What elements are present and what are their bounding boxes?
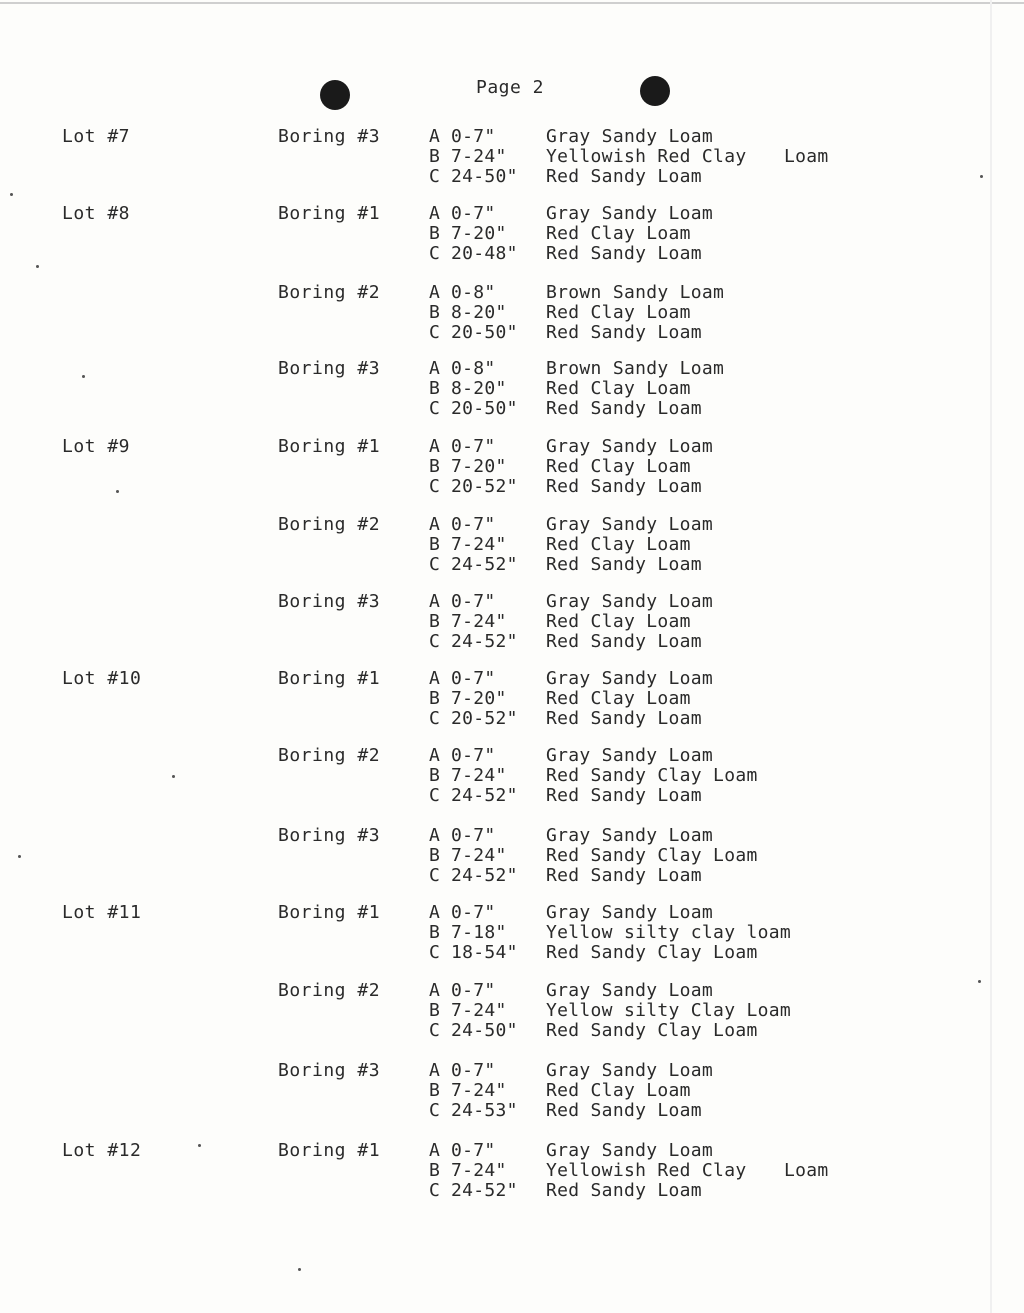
- horizon-description: Brown Sandy Loam: [546, 282, 725, 303]
- horizon-depth: 0-7": [451, 1060, 496, 1081]
- horizon-row: [429, 146, 829, 167]
- horizon-description: Brown Sandy Loam: [546, 358, 725, 379]
- horizon-row: [429, 398, 702, 419]
- horizon-description: Red Sandy Loam: [546, 708, 702, 729]
- horizon-letter: B: [429, 146, 441, 167]
- horizon-letter: A: [429, 358, 441, 379]
- horizon-depth: 24-52": [451, 785, 518, 806]
- horizon-description: Gray Sandy Loam: [546, 825, 714, 846]
- horizon-row: [429, 1000, 791, 1021]
- horizon-description: Red Clay Loam: [546, 611, 691, 632]
- boring-label: Boring #3: [278, 1060, 381, 1081]
- horizon-description: Yellowish Red Clay: [546, 1160, 747, 1181]
- horizon-description: Yellow silty clay loam: [546, 922, 792, 943]
- horizon-description: Red Sandy Loam: [546, 631, 702, 652]
- horizon-description: Gray Sandy Loam: [546, 668, 714, 689]
- horizon-letter: A: [429, 282, 441, 303]
- horizon-row: [429, 514, 713, 535]
- horizon-description: Red Clay Loam: [546, 1080, 691, 1101]
- horizon-row: [429, 534, 691, 555]
- horizon-description: Red Clay Loam: [546, 456, 691, 477]
- horizon-description: Red Sandy Clay Loam: [546, 1020, 758, 1041]
- horizon-depth: 18-54": [451, 942, 518, 963]
- horizon-row: [429, 631, 702, 652]
- boring-label: Boring #1: [278, 203, 381, 224]
- horizon-letter: B: [429, 688, 441, 709]
- horizon-depth: 24-52": [451, 865, 518, 886]
- horizon-description: Gray Sandy Loam: [546, 745, 714, 766]
- page-title: Page 2: [476, 77, 545, 98]
- punch-hole-left: [320, 80, 350, 110]
- horizon-letter: B: [429, 1160, 441, 1181]
- horizon-depth: 24-50": [451, 166, 518, 187]
- horizon-letter: C: [429, 166, 441, 187]
- horizon-description: Red Sandy Loam: [546, 1100, 702, 1121]
- speck: [298, 1268, 301, 1271]
- horizon-letter: C: [429, 398, 441, 419]
- horizon-row: [429, 611, 691, 632]
- horizon-depth: 0-7": [451, 514, 496, 535]
- horizon-row: [429, 708, 702, 729]
- horizon-depth: 24-53": [451, 1100, 518, 1121]
- punch-hole-right: [640, 76, 670, 106]
- horizon-description: Red Sandy Loam: [546, 166, 702, 187]
- horizon-letter: A: [429, 126, 441, 147]
- horizon-description: Red Sandy Loam: [546, 785, 702, 806]
- speck: [36, 265, 39, 268]
- horizon-depth: 20-50": [451, 398, 518, 419]
- horizon-depth: 0-7": [451, 902, 496, 923]
- horizon-depth: 7-24": [451, 534, 507, 555]
- top-rule: [0, 2, 1024, 4]
- horizon-description: Gray Sandy Loam: [546, 591, 714, 612]
- horizon-letter: B: [429, 378, 441, 399]
- lot-label: Lot #8: [62, 203, 131, 224]
- boring-label: Boring #2: [278, 514, 381, 535]
- horizon-depth: 7-20": [451, 456, 507, 477]
- horizon-letter: B: [429, 922, 441, 943]
- horizon-row: [429, 203, 713, 224]
- horizon-depth: 7-18": [451, 922, 507, 943]
- horizon-description: Red Clay Loam: [546, 302, 691, 323]
- horizon-row: [429, 668, 713, 689]
- horizon-row: [429, 322, 702, 343]
- horizon-row: [429, 785, 702, 806]
- horizon-letter: A: [429, 902, 441, 923]
- horizon-description: Gray Sandy Loam: [546, 126, 714, 147]
- speck: [978, 980, 981, 983]
- horizon-row: [429, 1080, 691, 1101]
- horizon-depth: 0-7": [451, 126, 496, 147]
- horizon-description: Gray Sandy Loam: [546, 436, 714, 457]
- horizon-row: [429, 591, 713, 612]
- lot-label: Lot #11: [62, 902, 142, 923]
- horizon-letter: A: [429, 745, 441, 766]
- horizon-row: [429, 358, 724, 379]
- horizon-description: Red Clay Loam: [546, 378, 691, 399]
- horizon-letter: B: [429, 611, 441, 632]
- horizon-depth: 0-7": [451, 591, 496, 612]
- horizon-depth: 0-7": [451, 1140, 496, 1161]
- horizon-row: [429, 1180, 702, 1201]
- horizon-description: Yellowish Red Clay: [546, 146, 747, 167]
- horizon-depth: 7-24": [451, 611, 507, 632]
- horizon-letter: A: [429, 591, 441, 612]
- horizon-row: [429, 845, 758, 866]
- horizon-row: [429, 922, 791, 943]
- horizon-row: [429, 456, 691, 477]
- horizon-row: [429, 1100, 702, 1121]
- horizon-description: Red Sandy Loam: [546, 398, 702, 419]
- horizon-depth: 0-7": [451, 203, 496, 224]
- horizon-depth: 24-52": [451, 631, 518, 652]
- boring-label: Boring #1: [278, 668, 381, 689]
- horizon-depth: 0-7": [451, 668, 496, 689]
- horizon-letter: A: [429, 668, 441, 689]
- boring-label: Boring #1: [278, 436, 381, 457]
- lot-label: Lot #12: [62, 1140, 142, 1161]
- horizon-description-continued: Loam: [784, 146, 829, 167]
- horizon-letter: C: [429, 243, 441, 264]
- boring-label: Boring #3: [278, 591, 381, 612]
- horizon-row: [429, 282, 724, 303]
- horizon-depth: 0-8": [451, 358, 496, 379]
- horizon-depth: 0-7": [451, 980, 496, 1001]
- horizon-letter: C: [429, 476, 441, 497]
- horizon-depth: 0-8": [451, 282, 496, 303]
- horizon-depth: 24-50": [451, 1020, 518, 1041]
- horizon-row: [429, 688, 691, 709]
- speck: [116, 490, 119, 493]
- horizon-letter: C: [429, 631, 441, 652]
- horizon-description: Gray Sandy Loam: [546, 1140, 714, 1161]
- horizon-row: [429, 126, 713, 147]
- horizon-description: Red Sandy Loam: [546, 554, 702, 575]
- horizon-row: [429, 1140, 713, 1161]
- horizon-row: [429, 166, 702, 187]
- boring-label: Boring #2: [278, 282, 381, 303]
- horizon-row: [429, 1160, 829, 1181]
- horizon-description: Gray Sandy Loam: [546, 514, 714, 535]
- boring-label: Boring #1: [278, 902, 381, 923]
- horizon-depth: 24-52": [451, 1180, 518, 1201]
- lot-label: Lot #9: [62, 436, 131, 457]
- speck: [980, 175, 983, 178]
- horizon-depth: 20-52": [451, 708, 518, 729]
- horizon-description: Red Clay Loam: [546, 688, 691, 709]
- horizon-depth: 20-48": [451, 243, 518, 264]
- horizon-letter: A: [429, 203, 441, 224]
- horizon-row: [429, 865, 702, 886]
- horizon-description: Gray Sandy Loam: [546, 203, 714, 224]
- horizon-letter: C: [429, 708, 441, 729]
- horizon-letter: C: [429, 942, 441, 963]
- horizon-letter: A: [429, 980, 441, 1001]
- horizon-letter: B: [429, 302, 441, 323]
- horizon-letter: B: [429, 534, 441, 555]
- horizon-depth: 7-24": [451, 1080, 507, 1101]
- horizon-description: Gray Sandy Loam: [546, 902, 714, 923]
- horizon-row: [429, 1060, 713, 1081]
- horizon-letter: B: [429, 1000, 441, 1021]
- horizon-letter: A: [429, 825, 441, 846]
- horizon-row: [429, 554, 702, 575]
- horizon-row: [429, 223, 691, 244]
- horizon-row: [429, 902, 713, 923]
- horizon-row: [429, 825, 713, 846]
- horizon-description: Red Sandy Loam: [546, 243, 702, 264]
- horizon-depth: 0-7": [451, 745, 496, 766]
- horizon-description: Red Sandy Loam: [546, 476, 702, 497]
- horizon-depth: 7-24": [451, 845, 507, 866]
- horizon-depth: 8-20": [451, 378, 507, 399]
- horizon-description: Red Sandy Loam: [546, 1180, 702, 1201]
- horizon-depth: 7-24": [451, 765, 507, 786]
- horizon-row: [429, 243, 702, 264]
- horizon-letter: B: [429, 1080, 441, 1101]
- horizon-row: [429, 436, 713, 457]
- horizon-depth: 7-24": [451, 1000, 507, 1021]
- horizon-depth: 20-50": [451, 322, 518, 343]
- horizon-depth: 7-20": [451, 688, 507, 709]
- horizon-row: [429, 980, 713, 1001]
- horizon-letter: A: [429, 436, 441, 457]
- horizon-depth: 0-7": [451, 825, 496, 846]
- horizon-letter: B: [429, 223, 441, 244]
- lot-label: Lot #7: [62, 126, 131, 147]
- horizon-letter: B: [429, 456, 441, 477]
- speck: [172, 775, 175, 778]
- horizon-letter: C: [429, 1100, 441, 1121]
- horizon-description-continued: Loam: [784, 1160, 829, 1181]
- horizon-description: Yellow silty Clay Loam: [546, 1000, 792, 1021]
- speck: [10, 193, 13, 196]
- horizon-letter: C: [429, 322, 441, 343]
- horizon-letter: B: [429, 765, 441, 786]
- horizon-depth: 7-24": [451, 146, 507, 167]
- page-edge: [990, 0, 992, 1313]
- horizon-depth: 8-20": [451, 302, 507, 323]
- horizon-description: Red Sandy Clay Loam: [546, 765, 758, 786]
- horizon-letter: A: [429, 514, 441, 535]
- horizon-row: [429, 476, 702, 497]
- boring-label: Boring #2: [278, 980, 381, 1001]
- boring-label: Boring #3: [278, 825, 381, 846]
- speck: [18, 855, 21, 858]
- horizon-depth: 24-52": [451, 554, 518, 575]
- horizon-description: Gray Sandy Loam: [546, 980, 714, 1001]
- horizon-row: [429, 378, 691, 399]
- horizon-letter: C: [429, 865, 441, 886]
- horizon-description: Red Clay Loam: [546, 534, 691, 555]
- speck: [198, 1144, 201, 1147]
- horizon-letter: B: [429, 845, 441, 866]
- horizon-description: Gray Sandy Loam: [546, 1060, 714, 1081]
- horizon-letter: C: [429, 554, 441, 575]
- horizon-depth: 20-52": [451, 476, 518, 497]
- lot-label: Lot #10: [62, 668, 142, 689]
- horizon-letter: C: [429, 1020, 441, 1041]
- horizon-description: Red Sandy Loam: [546, 865, 702, 886]
- horizon-row: [429, 745, 713, 766]
- horizon-description: Red Sandy Loam: [546, 322, 702, 343]
- speck: [82, 375, 85, 378]
- horizon-description: Red Sandy Clay Loam: [546, 845, 758, 866]
- horizon-letter: C: [429, 1180, 441, 1201]
- horizon-row: [429, 942, 758, 963]
- horizon-description: Red Clay Loam: [546, 223, 691, 244]
- horizon-letter: A: [429, 1140, 441, 1161]
- horizon-description: Red Sandy Clay Loam: [546, 942, 758, 963]
- horizon-letter: A: [429, 1060, 441, 1081]
- horizon-row: [429, 765, 758, 786]
- horizon-row: [429, 1020, 758, 1041]
- boring-label: Boring #3: [278, 126, 381, 147]
- horizon-depth: 7-24": [451, 1160, 507, 1181]
- horizon-letter: C: [429, 785, 441, 806]
- horizon-depth: 0-7": [451, 436, 496, 457]
- horizon-depth: 7-20": [451, 223, 507, 244]
- boring-label: Boring #1: [278, 1140, 381, 1161]
- horizon-row: [429, 302, 691, 323]
- boring-label: Boring #2: [278, 745, 381, 766]
- boring-label: Boring #3: [278, 358, 381, 379]
